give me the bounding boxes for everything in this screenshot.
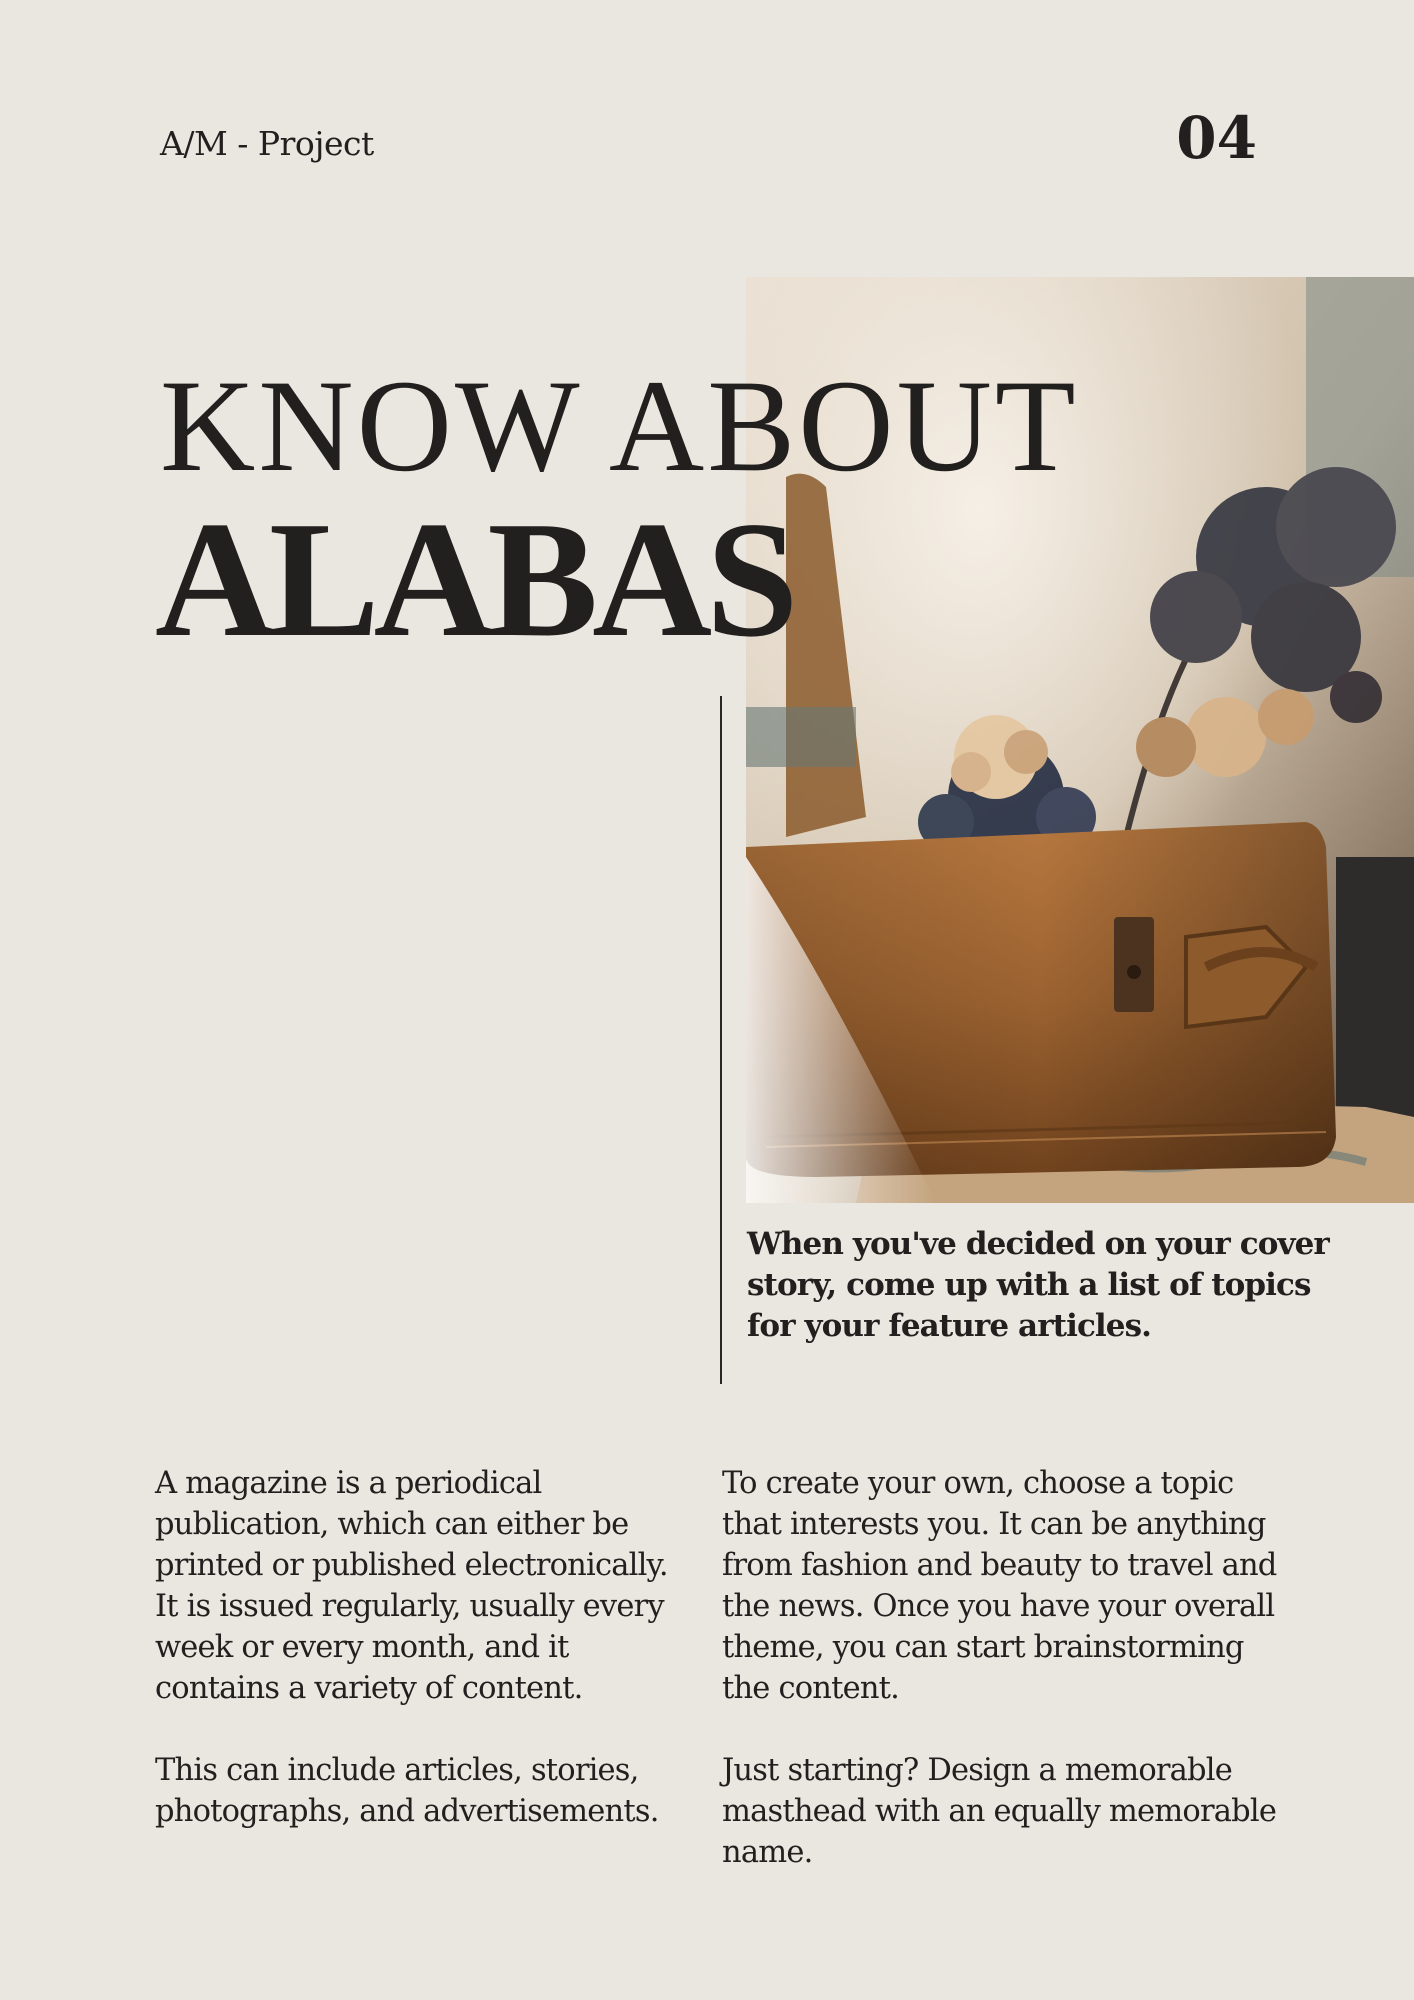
paragraph: This can include articles, stories, photographs, and advertisements. [155, 1753, 659, 1829]
title-line-1: KNOW ABOUT [160, 352, 1079, 499]
page-number: 04 [1176, 104, 1257, 172]
title-line-2: ALABAS [155, 487, 793, 671]
divider-line [720, 696, 722, 1384]
photo-caption: When you've decided on your cover story, come up with a list of topics for your feature articles. [747, 1226, 1329, 1344]
project-label: A/M - Project [160, 124, 374, 163]
body-column-left [155, 1463, 685, 1873]
paragraph: To create your own, choose a topic that interests you. It can be anything from fashion and beauty to travel and the news. Once you have your overall theme, you can start brainstorming the content. [722, 1466, 1277, 1706]
body-column-right [722, 1463, 1282, 1914]
paragraph: Just starting? Design a memorable masthead with an equally memorable name. [722, 1753, 1277, 1870]
paragraph: A magazine is a periodical publication, which can either be printed or published electronically. It is issued regularly, usually every week or every month, and it contains a variety of content. [155, 1466, 668, 1706]
